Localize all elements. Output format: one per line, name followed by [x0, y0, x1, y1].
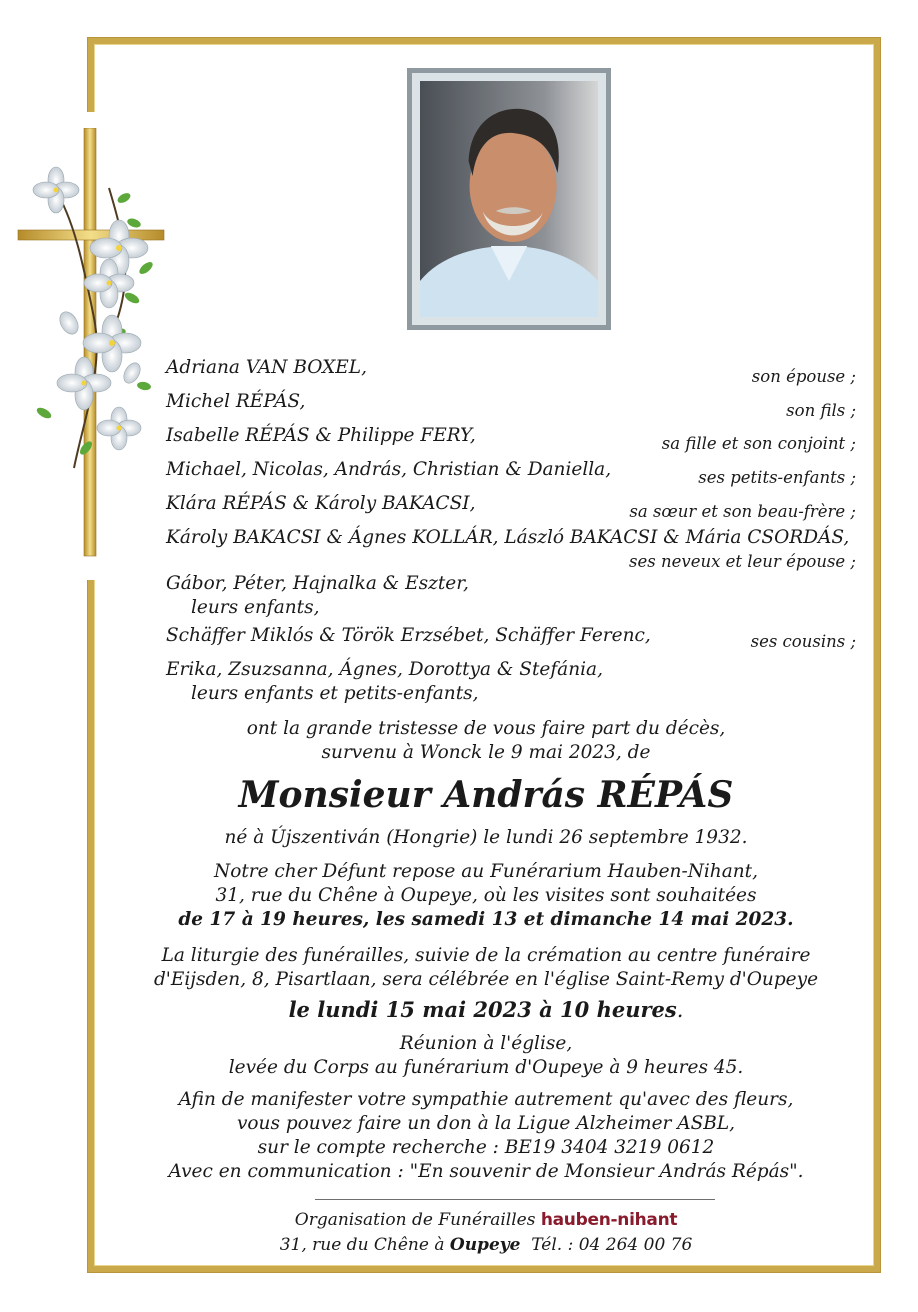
liturgy-date-line: [96, 996, 876, 1024]
footer-divider: [315, 1199, 715, 1200]
family-subline: leurs enfants,: [191, 597, 320, 618]
meeting-info: [96, 1032, 876, 1080]
liturgy-info: [96, 944, 876, 992]
family-row: [166, 356, 856, 386]
liturgy-line: d'Eijsden, 8, Pisartlaan, sera célébrée en l'église Saint-Remy d'Oupeye: [153, 969, 819, 990]
donation-line: Afin de manifester votre sympathie autrement qu'avec des fleurs,: [178, 1089, 794, 1110]
family-row: [166, 572, 856, 620]
visitation-hours: de 17 à 19 heures, les samedi 13 et dimanche 14 mai 2023.: [178, 909, 794, 930]
meeting-line: Réunion à l'église,: [399, 1033, 573, 1054]
donation-info: [96, 1088, 876, 1184]
liturgy-date-suffix: .: [676, 998, 684, 1022]
family-relation: ses cousins ;: [750, 632, 856, 651]
family-row: [166, 624, 856, 651]
family-name: Károly BAKACSI & Ágnes KOLLÁR, László BAKACSI & Mária CSORDÁS,: [166, 527, 850, 548]
family-name: Isabelle RÉPÁS & Philippe FERY,: [166, 425, 476, 446]
family-row: [166, 658, 856, 706]
announcement-line: survenu à Wonck le 9 mai 2023, de: [321, 742, 651, 763]
donation-account: sur le compte recherche : BE19 3404 3219 0612: [257, 1137, 715, 1158]
meeting-line: levée du Corps au funérarium d'Oupeye à 9 heures 45.: [228, 1057, 744, 1078]
footer-city: Oupeye: [449, 1235, 521, 1255]
family-relation: son fils ;: [786, 401, 856, 420]
family-row: [166, 458, 856, 487]
family-name: Erika, Zsuzsanna, Ágnes, Dorottya & Stefánia,: [166, 659, 603, 680]
announcement-line: ont la grande tristesse de vous faire part du décès,: [246, 718, 726, 739]
family-row: [166, 492, 856, 521]
family-subline: leurs enfants et petits-enfants,: [191, 683, 479, 704]
family-relation: son épouse ;: [751, 367, 856, 386]
liturgy-date: le lundi 15 mai 2023 à 10 heures: [288, 997, 677, 1022]
cross-with-flowers-icon: [14, 128, 168, 560]
footer-phone: Tél. : 04 264 00 76: [531, 1235, 693, 1255]
family-relation: ses neveux et leur épouse ;: [629, 552, 856, 571]
footer-address-prefix: 31, rue du Chêne à: [279, 1235, 445, 1255]
visitation-info: [96, 860, 876, 932]
portrait-photo: [420, 81, 598, 317]
family-name: Adriana VAN BOXEL,: [166, 357, 367, 378]
footer-organisation: [96, 1208, 876, 1232]
family-row: [166, 424, 856, 453]
portrait-frame: [407, 68, 611, 330]
family-row: [166, 526, 856, 574]
visitation-line: Notre cher Défunt repose au Funérarium Hauben-Nihant,: [214, 861, 758, 882]
family-name: Michel RÉPÁS,: [166, 391, 306, 412]
family-name: Schäffer Miklós & Török Erzsébet, Schäffer Ferenc,: [166, 625, 651, 646]
family-row: [166, 390, 856, 420]
visitation-line: 31, rue du Chêne à Oupeye, où les visites sont souhaitées: [215, 885, 757, 906]
birth-info: né à Újszentiván (Hongrie) le lundi 26 septembre 1932.: [224, 827, 748, 848]
family-relation: ses petits-enfants ;: [698, 468, 856, 487]
family-name: Klára RÉPÁS & Károly BAKACSI,: [166, 493, 476, 514]
family-name: Gábor, Péter, Hajnalka & Eszter,: [166, 573, 469, 594]
footer-org-label: Organisation de Funérailles: [294, 1210, 536, 1230]
deceased-name: Monsieur András RÉPÁS: [238, 774, 734, 816]
donation-line: vous pouvez faire un don à la Ligue Alzheimer ASBL,: [236, 1113, 736, 1134]
liturgy-line: La liturgie des funérailles, suivie de la crémation au centre funéraire: [161, 945, 811, 966]
family-relation: sa fille et son conjoint ;: [661, 434, 856, 453]
brand-logo: hauben-nihant: [540, 1210, 678, 1230]
footer-address: [96, 1233, 876, 1257]
family-relation: sa sœur et son beau-frère ;: [629, 502, 856, 521]
announcement: [96, 717, 876, 765]
family-name: Michael, Nicolas, András, Christian & Daniella,: [166, 459, 612, 480]
donation-line: Avec en communication : "En souvenir de Monsieur András Répás".: [168, 1161, 804, 1182]
